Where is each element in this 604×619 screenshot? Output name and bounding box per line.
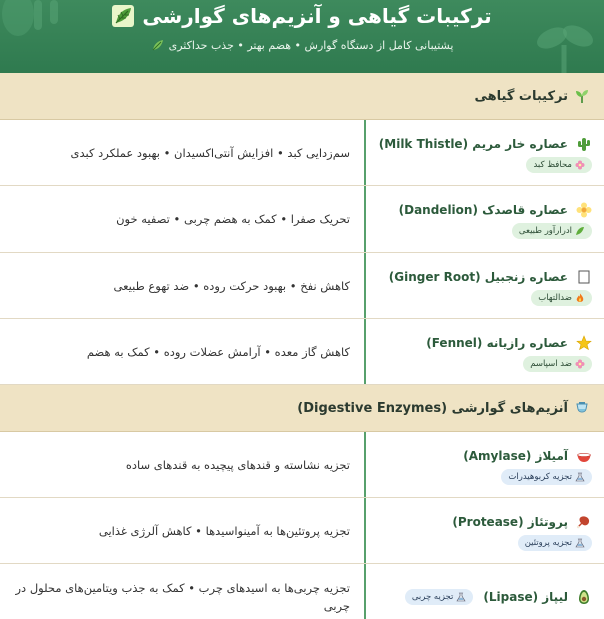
- page-header: [0, 0, 604, 73]
- ingredient-name-cell: [364, 564, 604, 619]
- ingredient-name: [389, 269, 592, 285]
- ingredient-name-text: عصاره قاصدک (Dandelion): [398, 203, 568, 217]
- ingredient-description: تجزیه نشاسته و قندهای پیچیده به قندهای ساده: [125, 457, 350, 472]
- ingredient-badge: [512, 223, 592, 239]
- ingredient-name: [426, 335, 592, 351]
- leaf-icon: [575, 226, 585, 236]
- ingredient-description: کاهش گاز معده • آرامش عضلات روده • کمک به هضم: [86, 344, 350, 359]
- herbal-section-title: ترکیبات گیاهی: [474, 88, 568, 104]
- table-row: [0, 186, 604, 253]
- ingredient-description: تحریک صفرا • کمک به هضم چربی • تصفیه خون: [116, 212, 350, 226]
- ingredient-name-text: عصاره رازیانه (Fennel): [426, 336, 568, 350]
- ingredient-name-cell: [364, 432, 604, 497]
- page-subtitle: [0, 39, 604, 52]
- seedling-icon: [574, 88, 590, 104]
- ingredient-name: [379, 136, 592, 152]
- ingredient-name: [452, 514, 592, 530]
- ingredient-name-cell: [364, 120, 604, 185]
- table-row: [0, 319, 604, 385]
- badge-text: تجزیه پروتئین: [524, 538, 572, 548]
- ingredient-badge: [526, 157, 592, 173]
- ingredient-description: تجزیه پروتئین‌ها به آمینواسیدها • کاهش آلرژی غذایی: [98, 523, 350, 538]
- ingredient-badge: [523, 356, 592, 372]
- herbal-section-header: [0, 73, 604, 120]
- page-title: [0, 4, 604, 28]
- flask-icon: [575, 538, 585, 548]
- meat-icon: [576, 514, 592, 530]
- flower-icon: [575, 160, 585, 170]
- ingredient-name-text: پروتئاز (Protease): [452, 515, 568, 529]
- badge-text: تجزیه کربوهیدرات: [508, 472, 572, 482]
- badge-text: محافظ کبد: [533, 160, 572, 170]
- ingredient-name-cell: [364, 498, 604, 563]
- ingredient-name-text: عصاره زنجبیل (Ginger Root): [388, 270, 568, 284]
- ingredient-name: [463, 448, 592, 464]
- ginger-icon: [576, 269, 592, 285]
- avocado-icon: [576, 589, 592, 605]
- ingredient-description: سم‌زدایی کبد • افزایش آنتی‌اکسیدان • بهبود عملکرد کبدی: [70, 145, 350, 160]
- badge-text: ضد اسپاسم: [530, 359, 572, 369]
- leaf-icon: [151, 39, 164, 52]
- badge-text: ادرارآور طبیعی: [518, 226, 572, 236]
- badge-text: ضدالتهاب: [538, 293, 572, 303]
- table-row: [0, 120, 604, 186]
- table-row: [0, 432, 604, 498]
- ingredient-description: تجزیه چربی‌ها به اسیدهای چرب • کمک به جذب ویتامین‌های محلول در چربی: [15, 580, 350, 613]
- ingredient-badge: [518, 535, 592, 551]
- ingredient-badge: [405, 589, 474, 605]
- ingredient-badge: [501, 469, 592, 485]
- ingredient-name-cell: [364, 186, 604, 252]
- table-row: [0, 498, 604, 564]
- ingredient-name: [483, 589, 592, 605]
- ingredient-description: کاهش نفخ • بهبود حرکت روده • ضد تهوع طبیعی: [113, 278, 350, 293]
- page-subtitle-text: پشتیبانی کامل از دستگاه گوارش • هضم بهتر • جذب حداکثری: [168, 39, 454, 52]
- ingredient-name-cell: [364, 319, 604, 384]
- ingredient-badge: [531, 290, 592, 306]
- test-tube-icon: [574, 400, 590, 416]
- ingredient-name-text: آمیلاز (Amylase): [463, 449, 568, 463]
- table-row: [0, 253, 604, 319]
- flask-icon: [575, 472, 585, 482]
- fire-icon: [575, 293, 585, 303]
- ingredient-name-cell: [364, 253, 604, 318]
- cactus-icon: [576, 136, 592, 152]
- flower-icon: [575, 359, 585, 369]
- enzyme-section-header: [0, 385, 604, 432]
- badge-text: تجزیه چربی: [411, 591, 454, 602]
- ingredient-name-text: لیپاز (Lipase): [483, 589, 568, 604]
- ingredient-name-text: عصاره خار مریم (Milk Thistle): [378, 137, 568, 151]
- ingredient-name: [399, 202, 592, 218]
- enzyme-section-title: آنزیم‌های گوارشی (Digestive Enzymes): [297, 400, 568, 416]
- flask-icon: [456, 592, 466, 602]
- bowl-icon: [576, 448, 592, 464]
- star-icon: [576, 335, 592, 351]
- table-row: [0, 564, 604, 619]
- page-title-text: ترکیبات گیاهی و آنزیم‌های گوارشی: [142, 4, 492, 28]
- blossom-icon: [576, 202, 592, 218]
- leaf-icon: [112, 5, 134, 27]
